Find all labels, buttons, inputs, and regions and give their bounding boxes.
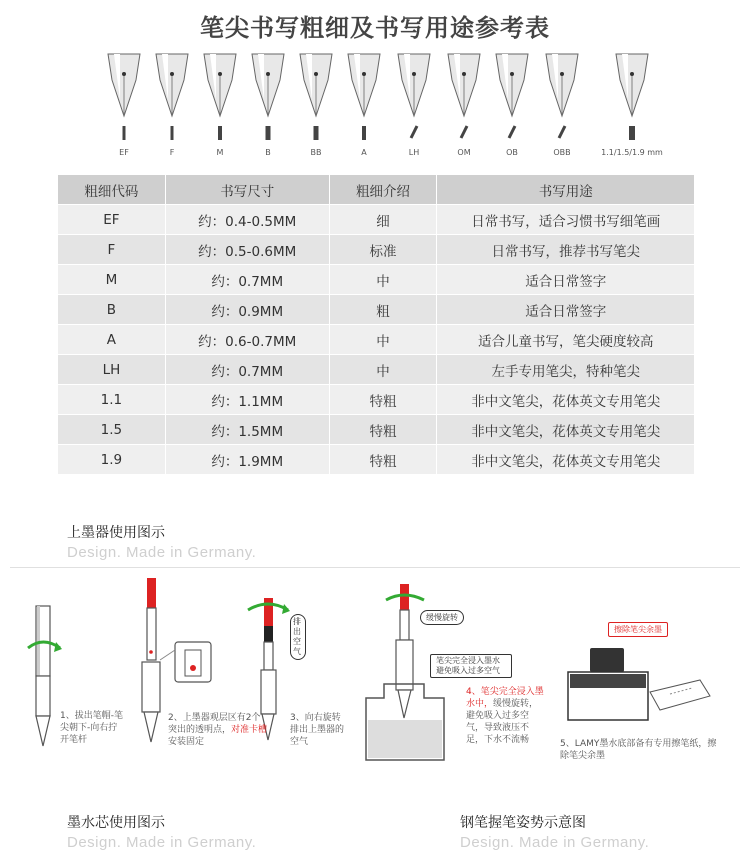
table-cell: 日常书写，推荐书写笔尖 [437,235,695,265]
table-cell: 约：0.4-0.5MM [165,205,329,235]
nib-code-label: EF [119,148,129,157]
table-header-row [58,175,695,205]
nib-icon [440,50,488,146]
table-cell: 约：0.9MM [165,295,329,325]
nib-icon [608,50,656,146]
nib-code-label: LH [408,148,420,157]
table-cell: F [58,235,166,265]
header-code: 粗细代码 [58,175,166,205]
step5-caption: 5、LAMY墨水底部备有专用擦笔纸，擦除笔尖余墨 [560,739,717,761]
step4-caption-red: 4、笔尖完全浸入墨水中， [466,687,544,709]
nib-code-label: A [361,148,367,157]
header-thickness: 粗细介绍 [329,175,437,205]
step4-tag-box: 笔尖完全浸入墨水避免吸入过多空气 [430,654,512,678]
section-converter-subtitle: Design. Made in Germany. [67,544,257,561]
table-cell: B [58,295,166,325]
nib-icon [292,50,340,146]
nib-icon [488,50,536,146]
nib-icon [340,50,388,146]
section-grip-title: 钢笔握笔姿势示意图 [460,815,586,831]
table-cell: EF [58,205,166,235]
table-cell: 粗 [329,295,437,325]
table-cell: 特粗 [329,415,437,445]
step3-caption: 3、向右旋转 排出上墨器的空气 [290,713,345,747]
table-cell: 特粗 [329,385,437,415]
table-row [58,265,695,295]
section-grip-subtitle: Design. Made in Germany. [460,834,650,851]
nib-icon [196,50,244,146]
table-cell: M [58,265,166,295]
step2-caption-red: 对准卡槽 [231,725,268,735]
nib-code-label: M [216,148,224,157]
table-cell: 约：0.5-0.6MM [165,235,329,265]
table-row [58,355,695,385]
section-cartridge-title: 墨水芯使用图示 [67,815,165,831]
table-cell: 1.9 [58,445,166,475]
table-cell: 约：0.6-0.7MM [165,325,329,355]
step2-caption [168,712,268,748]
table-cell: 左手专用笔尖，特种笔尖 [437,355,695,385]
step1-caption: 1、拔出笔帽-笔尖朝下-向右拧开笔杆 [60,711,123,745]
section-cartridge-subtitle: Design. Made in Germany. [67,834,257,851]
table-row [58,205,695,235]
step4-caption [466,686,546,746]
step3-tag: 排出空气 [290,614,306,660]
header-usage: 书写用途 [437,175,695,205]
nib-spec-table [57,174,695,475]
table-row [58,445,695,475]
table-cell: 特粗 [329,445,437,475]
section-converter-title: 上墨器使用图示 [67,525,165,541]
table-cell: 约：0.7MM [165,265,329,295]
table-cell: 中 [329,355,437,385]
table-cell: 标准 [329,235,437,265]
header-size: 书写尺寸 [165,175,329,205]
table-row [58,295,695,325]
step4-caption-rest: 缓慢旋转，避免吸入过多空气，导致液压不足，下水不流畅 [466,699,539,745]
nib-icon [390,50,438,146]
table-cell: LH [58,355,166,385]
table-cell: 1.1 [58,385,166,415]
table-cell: 约：1.9MM [165,445,329,475]
table-row [58,385,695,415]
nib-code-label: F [169,148,175,157]
nib-code-label: OB [506,148,518,157]
step2-caption-a: 2、上墨器观层区有2个突出的透明点， [168,713,261,735]
table-row [58,325,695,355]
nib-illustration-row [100,50,663,170]
nib-code-label: OBB [553,148,571,157]
table-cell: 日常书写，适合习惯书写细笔画 [437,205,695,235]
step5-ink-bottle-icon [568,648,710,720]
step1-pen-icon [28,606,62,746]
table-cell: 适合日常签字 [437,295,695,325]
step5-tag: 擦除笔尖余墨 [608,622,668,637]
table-cell: 中 [329,325,437,355]
nib-item [601,50,663,170]
table-cell: 细 [329,205,437,235]
nib-code-label: BB [310,148,322,157]
page-title: 笔尖书写粗细及书写用途参考表 [200,14,550,42]
table-cell: 适合日常签字 [437,265,695,295]
table-cell: 约：1.1MM [165,385,329,415]
table-cell: 非中文笔尖，花体英文专用笔尖 [437,415,695,445]
table-row [58,235,695,265]
nib-code-label: OM [457,148,471,157]
table-cell: 1.5 [58,415,166,445]
converter-usage-diagram [20,570,730,790]
table-cell: 约：0.7MM [165,355,329,385]
nib-icon [244,50,292,146]
table-row [58,415,695,445]
step2-caption-b: 安装固定 [168,737,205,747]
table-cell: 约：1.5MM [165,415,329,445]
nib-icon [100,50,148,146]
table-cell: 中 [329,265,437,295]
table-cell: 适合儿童书写，笔尖硬度较高 [437,325,695,355]
section-divider [10,567,740,568]
nib-icon [148,50,196,146]
table-cell: 非中文笔尖，花体英文专用笔尖 [437,445,695,475]
table-cell: 非中文笔尖，花体英文专用笔尖 [437,385,695,415]
nib-item [538,50,586,170]
step4-tag-rotate: 缓慢旋转 [420,610,464,625]
nib-code-label: 1.1/1.5/1.9 mm [601,148,663,157]
nib-icon [538,50,586,146]
table-cell: A [58,325,166,355]
nib-code-label: B [265,148,271,157]
